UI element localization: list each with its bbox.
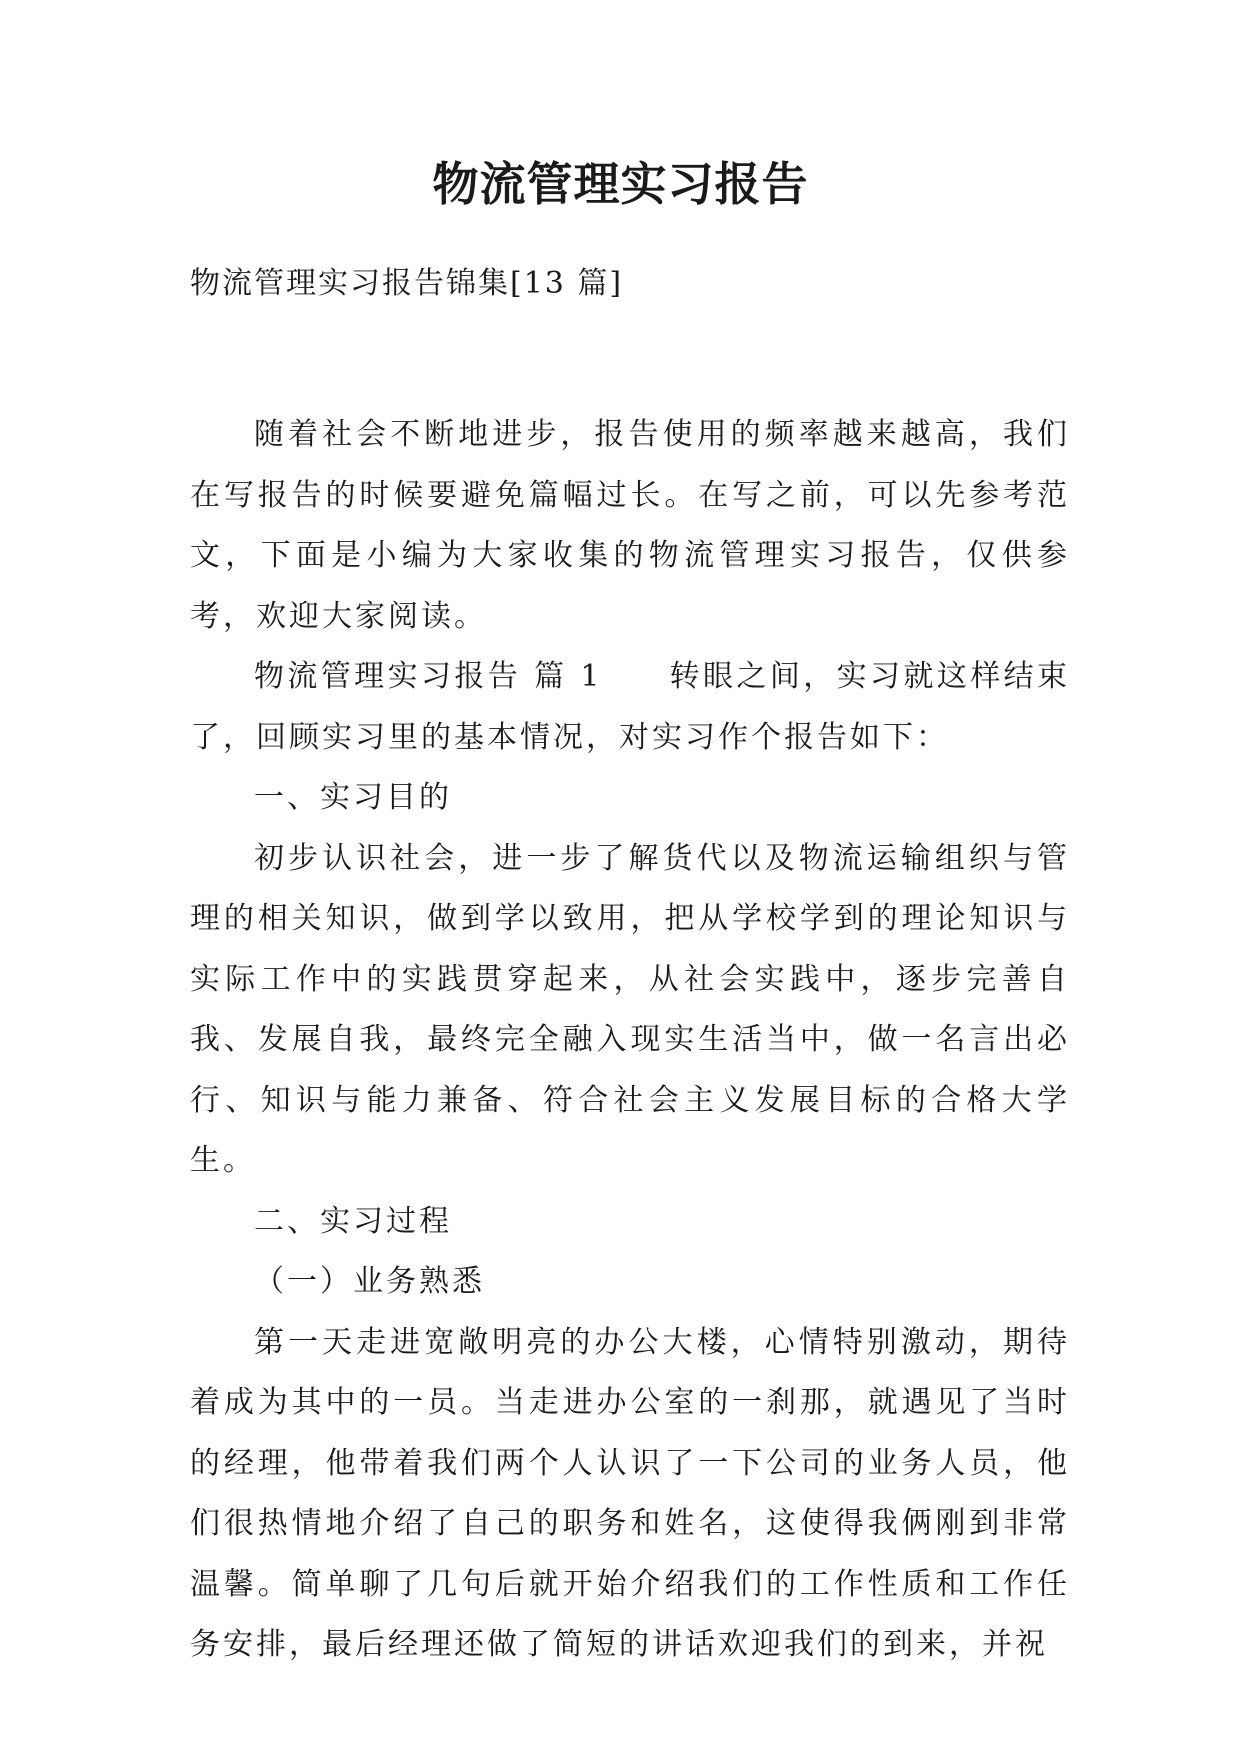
document-subtitle: 物流管理实习报告锦集[13 篇] (190, 266, 624, 301)
heading-purpose: 一、实习目的 (254, 780, 452, 815)
paragraph-purpose: 初步认识社会，进一步了解货代以及物流运输组织与管理的相关知识，做到学以致用，把从学校学到的理论知识与实际工作中的实践贯穿起来，从社会实践中，逐步完善自我、发展自我，最终完全融入现实生活当中，做一名言出必行、知识与能力兼备、符合社会主义发展目标的合格大学生。 (190, 840, 1070, 1178)
paragraph-intro: 随着社会不断地进步，报告使用的频率越来越高，我们在写报告的时候要避免篇幅过长。在写之前，可以先参考范文，下面是小编为大家收集的物流管理实习报告，仅供参考，欢迎大家阅读。 (190, 417, 1070, 634)
document-title: 物流管理实习报告 (432, 157, 809, 211)
document-body (190, 405, 1070, 1676)
paragraph-section-1-start: 物流管理实习报告 篇 1 转眼之间，实习就这样结束了，回顾实习里的基本情况，对实习作个报告如下： (190, 659, 1070, 755)
subheading-business: （一）业务熟悉 (254, 1264, 485, 1299)
paragraph-first-day: 第一天走进宽敞明亮的办公大楼，心情特别激动，期待着成为其中的一员。当走进办公室的一刹那，就遇见了当时的经理，他带着我们两个人认识了一下公司的业务人员，他们很热情地介绍了自己的职务和姓名，这使得我俩刚到非常温馨。简单聊了几句后就开始介绍我们的工作性质和工作任务安排，最后经理还做了简短的讲话欢迎我们的到来，并祝 (190, 1324, 1070, 1662)
heading-process: 二、实习过程 (254, 1203, 452, 1239)
